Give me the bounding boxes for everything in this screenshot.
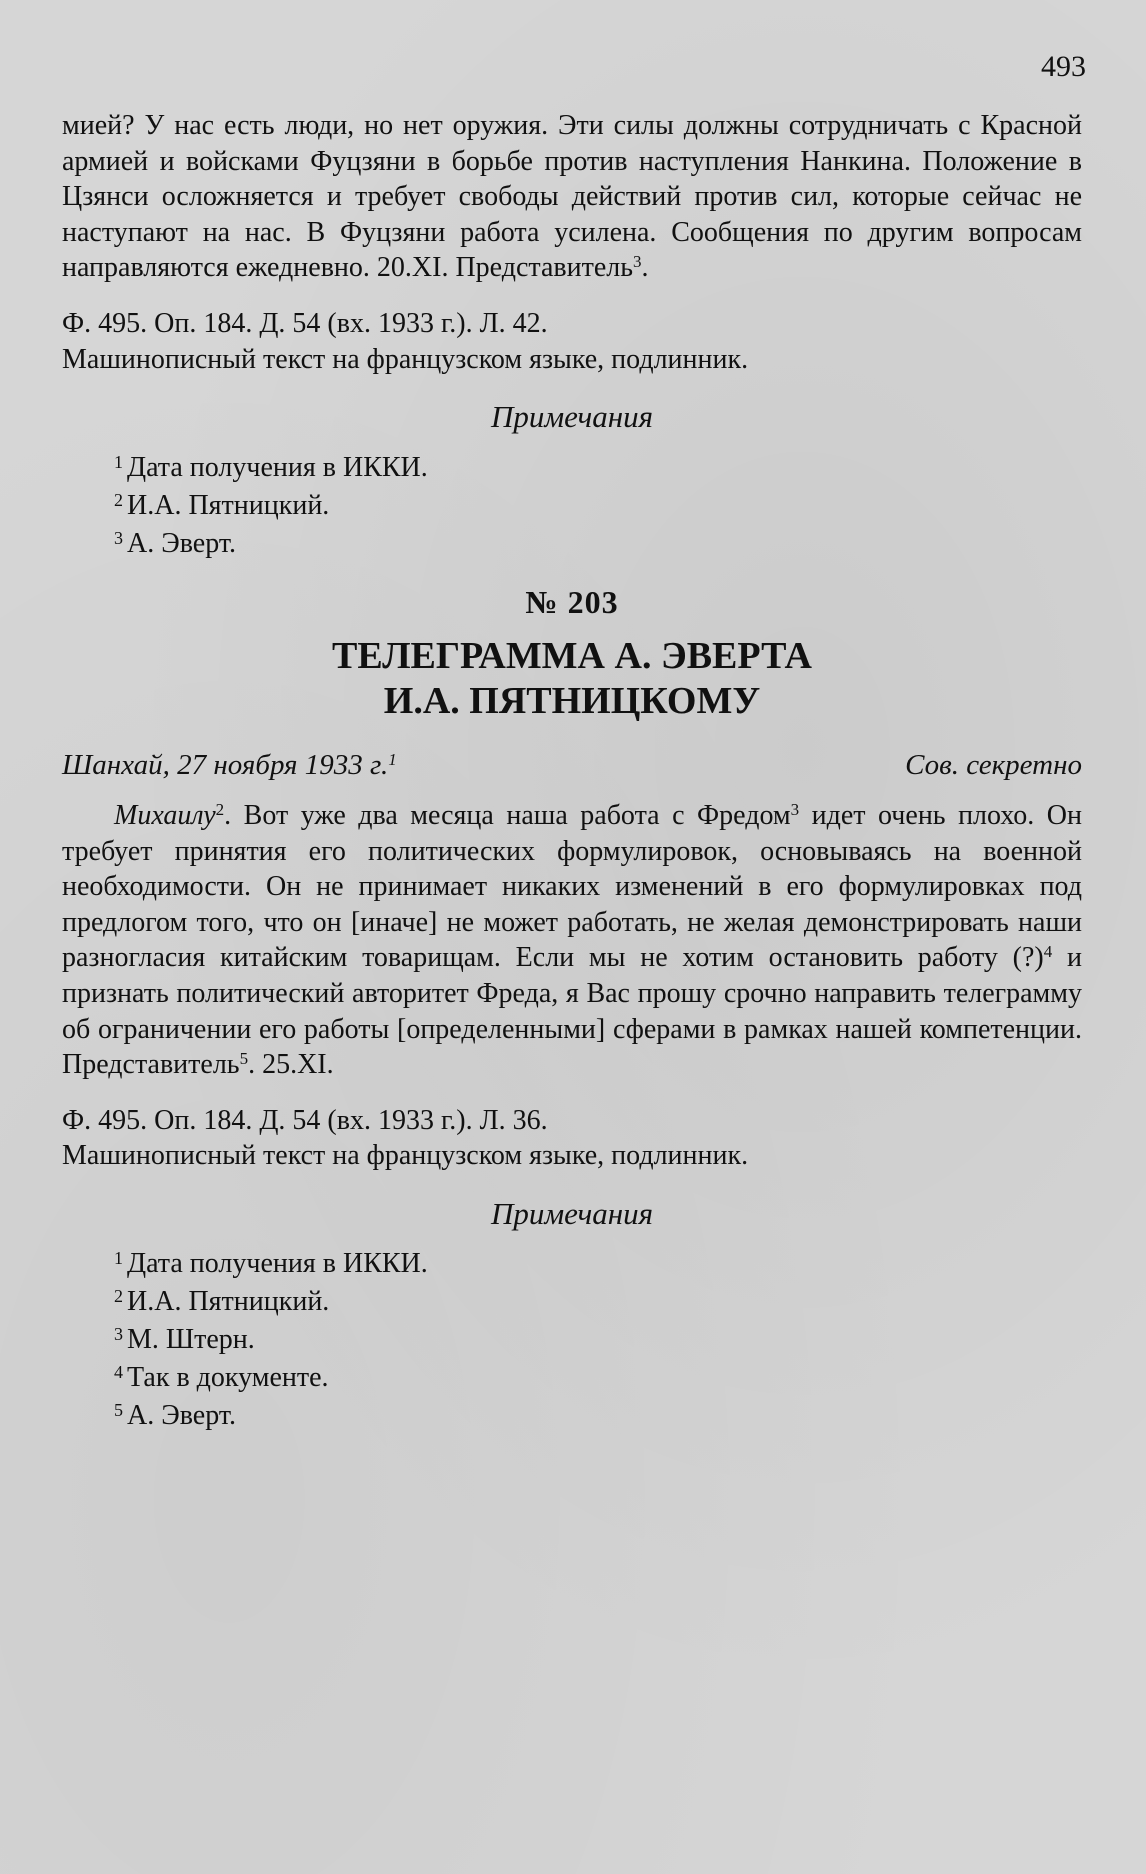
note-item: $^2$ И.А. Пятницкий. (114, 1286, 330, 1318)
document-header (62, 748, 1082, 784)
source-note: Машинописный текст на французском языке, подлинник. (62, 1140, 749, 1172)
notes-heading: Примечания (490, 1195, 654, 1231)
classification: Сов. секретно (905, 749, 1082, 782)
archive-source: Ф. 495. Оп. 184. Д. 54 (вх. 1933 г.). Л. 42. (62, 307, 548, 339)
note-item: $^5$ А. Эверт. (114, 1400, 236, 1432)
note-item: $^1$ Дата получения в ИККИ. (114, 451, 428, 483)
telegram-body: Михаилу$^2$. Вот уже два месяца наша работа с Фредом$^3$ идет очень плохо. Он требует принятия его политических формулировок, основываясь на военной необходимости. Он не принимает никаких изменений в его формулировках под предлогом того, что он [иначе] не может работать, не желая демонстрировать наши разногласия китайским товарищам. Если мы не хотим остановить работу (?)$^4$ и признать политический авторитет Фреда, я Вас прошу срочно направить телеграмму об ограничении его работы [определенными] сферами в рамках нашей компетенции. Представитель$^5$. 25.XI. (62, 799, 1082, 1081)
notes-list (62, 1245, 1082, 1435)
page-number: 493 (1041, 50, 1086, 83)
page-content (62, 108, 1082, 1435)
source-note: Машинописный текст на французском языке, подлинник. (62, 343, 749, 375)
footnote-ref: 3 (633, 252, 642, 272)
continued-paragraph: мией? У нас есть люди, но нет оружия. Эти силы должны сотрудничать с Красной армией и войсками Фуцзяни в борьбе против наступления Нанкина. Положение в Цзянси осложняется и требует свободы действий против сил, которые сейчас не наступают на нас. В Фуцзяни работа усилена. Сообщения по другим вопросам направляются ежедневно. 20.XI. Представитель$^3$. (62, 110, 1082, 284)
document-title: ТЕЛЕГРАММА А. ЭВЕРТА И.А. ПЯТНИЦКОМУ (332, 635, 812, 723)
note-item: $^4$ Так в документе. (114, 1362, 329, 1394)
notes-list (62, 449, 1082, 563)
document-number: № 203 (525, 583, 619, 620)
notes-heading: Примечания (490, 399, 654, 435)
note-item: $^1$ Дата получения в ИККИ. (114, 1248, 428, 1280)
archive-source: Ф. 495. Оп. 184. Д. 54 (вх. 1933 г.). Л. 36. (62, 1104, 548, 1136)
note-item: $^2$ И.А. Пятницкий. (114, 489, 330, 521)
note-item: $^3$ М. Штерн. (114, 1324, 255, 1356)
place-date: Шанхай, 27 ноября 1933 г.$^1$ (62, 749, 397, 782)
note-item: $^3$ А. Эверт. (114, 527, 236, 559)
